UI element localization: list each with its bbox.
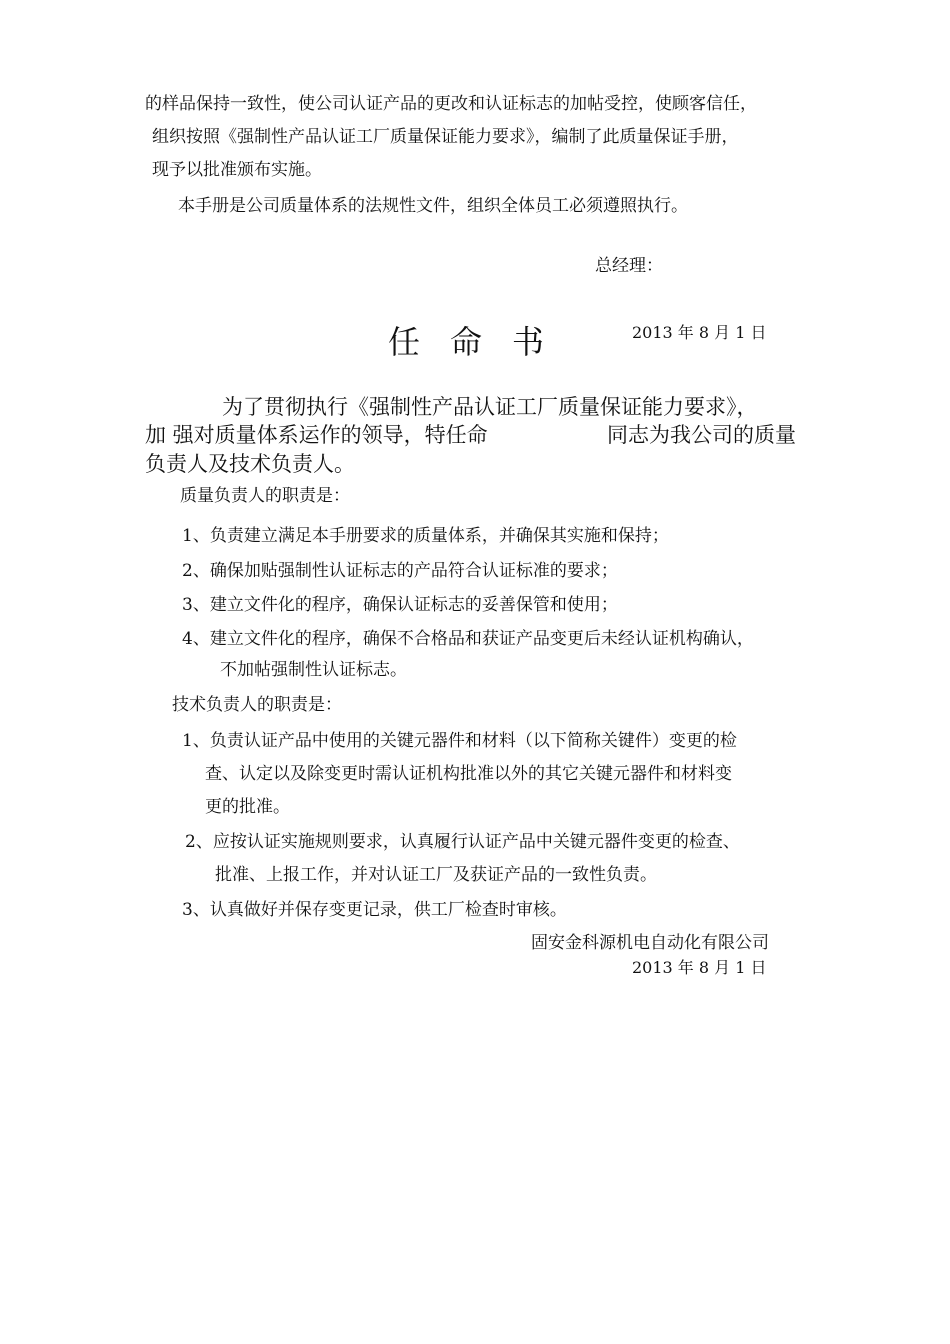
quality-duty-item-3: 3、建立文件化的程序，确保认证标志的妥善保管和使用； — [182, 595, 618, 615]
quality-duty-item-4: 4、建立文件化的程序，确保不合格品和获证产品变更后未经认证机构确认， — [182, 629, 754, 649]
quality-duty-item-1: 1、负责建立满足本手册要求的质量体系，并确保其实施和保持； — [182, 526, 669, 546]
appointment-date: 2013 年 8 月 1 日 — [632, 323, 767, 342]
tech-duty-item-2-cont: 批准、上报工作，并对认证工厂及获证产品的一致性负责。 — [215, 865, 657, 885]
tech-duty-item-1-cont-b: 更的批准。 — [205, 797, 290, 817]
appointment-para-line-1: 为了贯彻执行《强制性产品认证工厂质量保证能力要求》， — [222, 395, 758, 419]
appointment-para-line-3: 同志为我公司的质量 — [607, 423, 796, 447]
quality-duty-item-4-cont: 不加帖强制性认证标志。 — [220, 660, 407, 680]
tech-duty-item-2: 2、应按认证实施规则要求，认真履行认证产品中关键元器件变更的检查、 — [185, 832, 740, 852]
quality-duties-heading: 质量负责人的职责是： — [180, 486, 350, 506]
intro-line-1: 的样品保持一致性，使公司认证产品的更改和认证标志的加帖受控，使顾客信任， — [145, 94, 757, 114]
tech-duty-item-1-cont-a: 查、认定以及除变更时需认证机构批准以外的其它关键元器件和材料变 — [205, 764, 732, 784]
signature-label: 总经理： — [595, 256, 663, 276]
appointment-title: 任命书 — [388, 323, 575, 361]
company-name: 固安金科源机电自动化有限公司 — [531, 933, 769, 953]
tech-duty-item-3: 3、认真做好并保存变更记录，供工厂检查时审核。 — [182, 900, 567, 920]
quality-duty-item-2: 2、确保加贴强制性认证标志的产品符合认证标准的要求； — [182, 561, 618, 581]
intro-line-2: 组织按照《强制性产品认证工厂质量保证能力要求》，编制了此质量保证手册， — [152, 127, 739, 147]
intro-line-4: 本手册是公司质量体系的法规性文件，组织全体员工必须遵照执行。 — [178, 196, 688, 216]
intro-line-3: 现予以批准颁布实施。 — [152, 160, 322, 180]
tech-duties-heading: 技术负责人的职责是： — [172, 695, 342, 715]
appointment-para-line-4: 负责人及技术负责人。 — [145, 452, 355, 476]
appointment-para-line-2: 加 强对质量体系运作的领导，特任命 — [145, 423, 488, 447]
footer-date: 2013 年 8 月 1 日 — [632, 958, 767, 977]
tech-duty-item-1: 1、负责认证产品中使用的关键元器件和材料（以下简称关键件）变更的检 — [182, 731, 737, 751]
